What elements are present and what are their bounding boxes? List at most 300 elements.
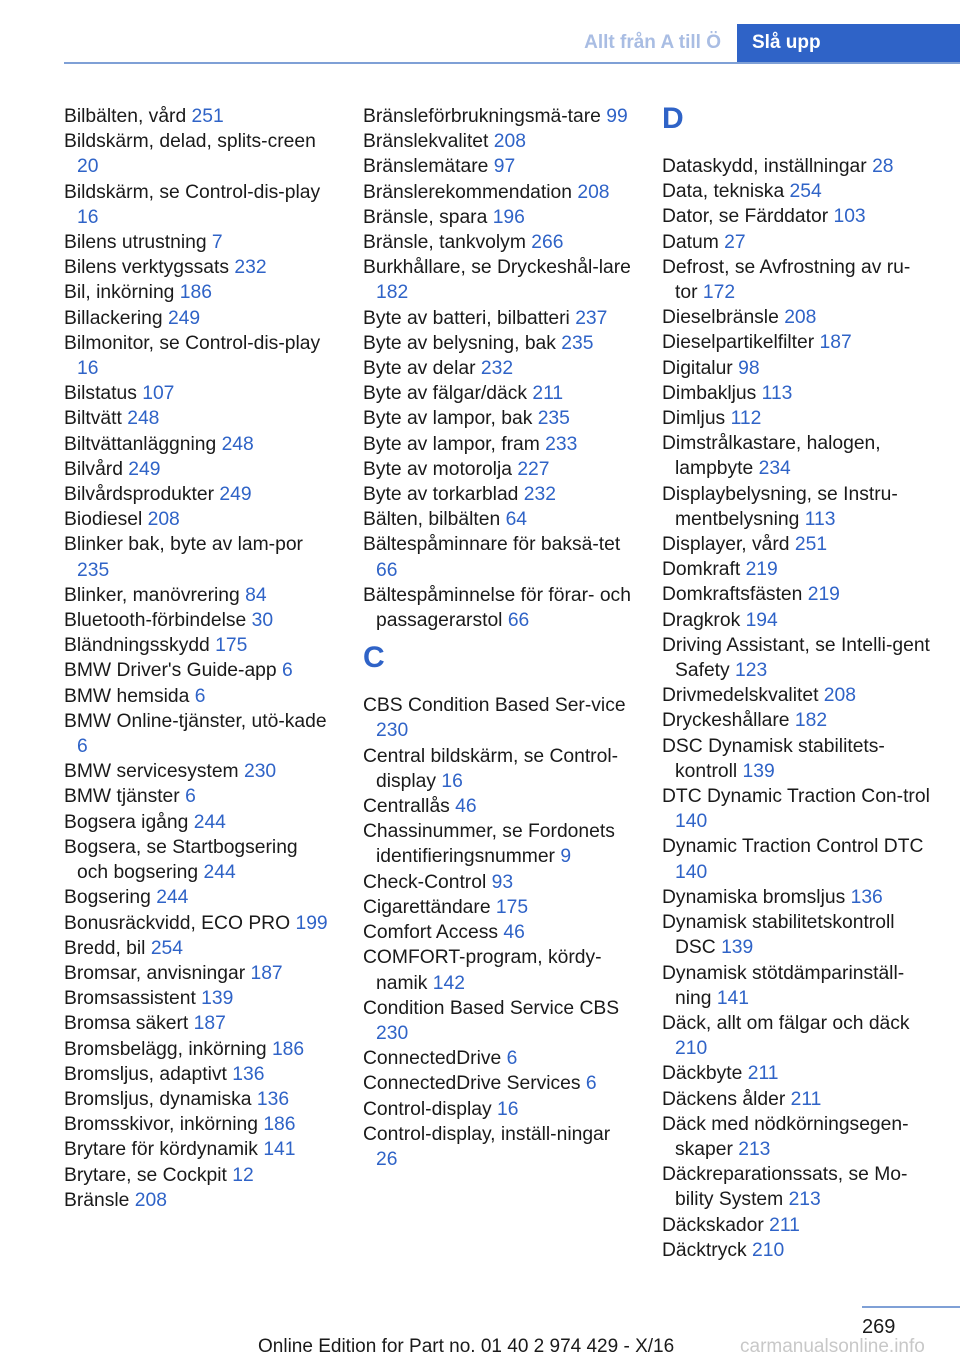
index-entry-page-link[interactable]: 235: [77, 559, 110, 581]
index-entry-term: Bogsering: [64, 887, 151, 909]
index-entry: [64, 961, 332, 986]
index-entry: [64, 457, 332, 482]
index-entry-page-link[interactable]: 16: [77, 358, 99, 380]
index-entry-term: DSC Dynamisk stabilitets-kontroll: [662, 735, 885, 782]
index-entry-page-link[interactable]: 139: [721, 937, 754, 959]
index-entry-term: Byte av batteri, bilbatteri: [363, 307, 570, 329]
index-entry-page-link[interactable]: 16: [77, 206, 99, 228]
index-entry-page-link[interactable]: 123: [735, 660, 768, 682]
index-entry: [662, 179, 932, 204]
index-entry-page-link[interactable]: 112: [730, 408, 762, 430]
index-entry: [363, 432, 631, 457]
index-entry-page-link[interactable]: 84: [245, 584, 267, 606]
index-entry-page-link[interactable]: 208: [134, 1189, 167, 1211]
index-entry-page-link[interactable]: 208: [823, 685, 856, 707]
index-entry-page-link[interactable]: 248: [221, 433, 254, 455]
index-entry-page-link[interactable]: 210: [752, 1239, 785, 1261]
index-entry-term: Dimljus: [662, 408, 726, 430]
index-entry-page-link[interactable]: 142: [432, 972, 465, 994]
index-entry-page-link[interactable]: 266: [531, 232, 564, 254]
index-entry: [662, 356, 932, 381]
index-entry: [64, 709, 332, 759]
index-entry: [662, 230, 932, 255]
index-entry-page-link[interactable]: 97: [493, 156, 516, 178]
index-entry: [662, 1213, 932, 1238]
index-entry-page-link[interactable]: 186: [179, 282, 212, 304]
index-entry-page-link[interactable]: 232: [523, 484, 556, 506]
index-entry-term: Brytare, se Cockpit: [64, 1164, 227, 1186]
index-entry: [363, 819, 631, 869]
index-entry-term: Bilvårdsprodukter: [64, 484, 215, 506]
index-entry-term: Blinker bak, byte av lam-por: [64, 534, 303, 556]
index-entry: [662, 305, 932, 330]
index-entry: [363, 895, 631, 920]
index-entry: [363, 129, 631, 154]
index-entry-page-link[interactable]: 6: [506, 1048, 518, 1070]
index-entry-term: Dryckeshållare: [662, 710, 790, 732]
index-entry: [64, 784, 332, 809]
index-entry-page-link[interactable]: 232: [480, 358, 514, 380]
index-entry-term: Dator, se Färddator: [662, 206, 829, 228]
index-entry-page-link[interactable]: 66: [507, 610, 530, 632]
index-entry-page-link[interactable]: 186: [263, 1114, 296, 1136]
index-entry-page-link[interactable]: 249: [219, 484, 252, 506]
index-entry-term: Digitalur: [662, 357, 733, 379]
index-entry-page-link[interactable]: 136: [232, 1063, 265, 1085]
index-entry-term: Bländningsskydd: [64, 635, 210, 657]
index-entry-page-link[interactable]: 254: [789, 181, 822, 203]
index-entry-term: Byte av lampor, fram: [363, 433, 540, 455]
index-entry-page-link[interactable]: 199: [295, 912, 328, 934]
index-entry-term: Byte av lampor, bak: [363, 408, 533, 430]
index-entry-term: Dimbakljus: [662, 382, 757, 404]
index-entry-term: Bildskärm, delad, splits-creen: [64, 131, 316, 153]
index-entry: [64, 583, 332, 608]
index-entry: [64, 1112, 332, 1137]
index-entry-page-link[interactable]: 175: [495, 896, 529, 918]
watermark: carmanualsonline.info: [740, 1336, 925, 1357]
index-entry-term: BMW Online-tjänster, utö-kade: [64, 710, 327, 732]
index-entry-term: Dynamisk stabilitetskontroll DSC: [662, 912, 895, 959]
index-entry: [64, 1137, 332, 1162]
index-entry-term: DTC Dynamic Traction Con-trol: [662, 786, 930, 808]
index-entry: [363, 306, 631, 331]
index-entry-term: Bromsa säkert: [64, 1013, 189, 1035]
index-entry-page-link[interactable]: 208: [784, 307, 817, 329]
index-entry-term: Bildskärm, se Control-dis-play: [64, 181, 321, 203]
index-entry: [363, 583, 631, 633]
index-entry-term: Bränslekvalitet: [363, 131, 489, 153]
index-entry-term: Bälten, bilbälten: [363, 509, 501, 531]
index-entry-page-link[interactable]: 139: [201, 988, 234, 1010]
index-entry-page-link[interactable]: 103: [833, 206, 866, 228]
index-entry-term: Drivmedelskvalitet: [662, 685, 819, 707]
index-entry: [363, 1046, 631, 1071]
index-entry-term: Control-display, inställ-ningar: [363, 1123, 611, 1145]
index-entry-term: Biltvätt: [64, 408, 122, 430]
index-entry-term: Däckskador: [662, 1214, 764, 1236]
index-entry-term: Blinker, manövrering: [64, 584, 240, 606]
index-entry-page-link[interactable]: 113: [761, 382, 793, 404]
index-entry: [64, 911, 332, 936]
index-entry-page-link[interactable]: 182: [794, 710, 828, 732]
index-entry: [363, 1071, 631, 1096]
index-entry-term: Bromsar, anvisningar: [64, 962, 246, 984]
index-entry: [64, 1087, 332, 1112]
index-entry-page-link[interactable]: 208: [147, 509, 180, 531]
index-entry-term: Byte av torkarblad: [363, 484, 519, 506]
index-entry: [64, 986, 332, 1011]
index-entry-term: Chassinummer, se Fordonets identifieringsnummer: [363, 821, 615, 868]
index-entry-term: Defrost, se Avfrostning av ru-tor: [662, 256, 911, 304]
index-entry: [662, 885, 932, 910]
index-entry-page-link[interactable]: 175: [215, 635, 248, 657]
index-letter-d: D: [662, 102, 684, 135]
index-entry: [662, 557, 932, 582]
index-entry: [662, 834, 932, 884]
index-entry-term: ConnectedDrive: [363, 1048, 502, 1070]
index-entry-term: Däck med nödkörningsegen-skaper: [662, 1113, 909, 1160]
index-column-1: [64, 104, 332, 1213]
index-entry: [662, 406, 932, 431]
index-entry-page-link[interactable]: 194: [745, 609, 778, 631]
index-entry-page-link[interactable]: 249: [167, 307, 201, 329]
index-entry-page-link[interactable]: 93: [491, 871, 514, 893]
index-entry-page-link[interactable]: 251: [794, 534, 828, 556]
index-entry-term: Byte av motorolja: [363, 458, 512, 480]
index-entry: [363, 794, 631, 819]
index-entry: [662, 1162, 932, 1212]
index-entry-page-link[interactable]: 9: [560, 846, 572, 868]
index-entry-page-link[interactable]: 233: [545, 433, 578, 455]
index-entry: [64, 1062, 332, 1087]
index-entry-page-link[interactable]: 136: [256, 1088, 290, 1110]
index-entry-page-link[interactable]: 46: [503, 922, 525, 944]
index-entry: [662, 1238, 932, 1263]
index-entry-term: BMW hemsida: [64, 685, 190, 707]
index-entry: [363, 1097, 631, 1122]
index-entry: [363, 744, 631, 794]
index-entry-page-link[interactable]: 12: [232, 1164, 254, 1186]
index-entry-term: Bogsera, se Startbogsering och bogsering: [64, 836, 298, 884]
index-entry-page-link[interactable]: 140: [675, 861, 708, 883]
index-entry-term: Control-display: [363, 1098, 492, 1120]
index-entry-page-link[interactable]: 186: [271, 1038, 305, 1060]
index-entry-term: Bilens verktygssats: [64, 257, 230, 279]
index-letter-c: C: [363, 641, 385, 675]
index-entry-page-link[interactable]: 219: [745, 559, 778, 581]
index-entry-page-link[interactable]: 230: [243, 761, 277, 783]
lookup-tab[interactable]: Slå upp: [737, 24, 960, 62]
index-entry-term: Dieselpartikelfilter: [662, 332, 815, 354]
index-entry-term: Bonusräckvidd, ECO PRO: [64, 912, 291, 934]
index-entry-term: BMW Driver's Guide-app: [64, 660, 277, 682]
index-entry-term: Byte av belysning, bak: [363, 332, 556, 354]
index-entry: [64, 432, 332, 457]
index-entry-term: Bilstatus: [64, 383, 137, 405]
index-entry-term: Displayer, vård: [662, 534, 790, 556]
index-entry-term: ConnectedDrive Services: [363, 1073, 581, 1095]
index-entry: [662, 683, 932, 708]
index-entry-term: Bränsleförbrukningsmä-tare: [363, 106, 601, 127]
index-entry: [662, 330, 932, 355]
index-entry-page-link[interactable]: 107: [142, 383, 175, 405]
index-entry-page-link[interactable]: 235: [537, 408, 570, 430]
index-entry-term: COMFORT-program, kördy-namik: [363, 947, 602, 994]
index-entry: [64, 381, 332, 406]
index-entry: [363, 457, 631, 482]
index-entry: [662, 204, 932, 229]
index-entry-term: Byte av fälgar/däck: [363, 383, 527, 405]
index-entry: [64, 658, 332, 683]
index-entry: [662, 582, 932, 607]
index-entry-term: Biltvättanläggning: [64, 433, 217, 455]
index-entry-page-link[interactable]: 6: [194, 685, 206, 707]
index-entry-page-link[interactable]: 234: [758, 458, 791, 480]
index-entry-page-link[interactable]: 6: [281, 660, 293, 682]
index-entry: [64, 280, 332, 305]
index-entry-page-link[interactable]: 20: [77, 156, 99, 178]
index-entry-page-link[interactable]: 6: [185, 786, 196, 808]
index-entry-page-link[interactable]: 244: [203, 862, 236, 884]
index-entry: [662, 784, 932, 834]
index-entry-page-link[interactable]: 139: [742, 760, 775, 782]
index-entry-page-link[interactable]: 64: [505, 509, 528, 531]
header-rule: [64, 62, 960, 64]
index-entry: [363, 205, 631, 230]
index-entry: [64, 230, 332, 255]
index-entry-page-link[interactable]: 16: [441, 770, 463, 792]
index-entry-page-link[interactable]: 172: [702, 282, 736, 304]
index-entry-term: Däcktryck: [662, 1239, 747, 1261]
index-entry-page-link[interactable]: 46: [455, 796, 477, 818]
index-entry-page-link[interactable]: 210: [675, 1038, 708, 1060]
index-entry-term: BMW tjänster: [64, 786, 180, 808]
index-entry-term: Bil, inkörning: [64, 282, 175, 304]
index-entry: [363, 693, 631, 743]
index-entry: [64, 1037, 332, 1062]
index-entry: [363, 331, 631, 356]
index-entry-page-link[interactable]: 237: [575, 307, 608, 329]
index-entry-term: Brytare för kördynamik: [64, 1139, 258, 1161]
index-entry: [64, 1163, 332, 1188]
index-column-2: [363, 104, 631, 1172]
index-entry-page-link[interactable]: 182: [376, 282, 409, 304]
index-entry: [363, 482, 631, 507]
index-entry-term: Bilens utrustning: [64, 232, 207, 254]
index-entry: [363, 507, 631, 532]
index-entry-page-link[interactable]: 251: [191, 106, 224, 127]
index-entry: [363, 996, 631, 1046]
index-entry-page-link[interactable]: 113: [804, 508, 836, 530]
index-entry-term: Centrallås: [363, 796, 450, 818]
index-entry-page-link[interactable]: 254: [150, 937, 183, 959]
index-entry-term: Bromsassistent: [64, 988, 196, 1010]
index-entry-page-link[interactable]: 98: [738, 357, 760, 379]
index-entry-term: Bilmonitor, se Control-dis-play: [64, 332, 321, 354]
index-entry-term: Domkraft: [662, 559, 741, 581]
index-entry-term: Bromsbelägg, inkörning: [64, 1038, 267, 1060]
index-entry-page-link[interactable]: 7: [211, 232, 223, 254]
index-entry-page-link[interactable]: 6: [77, 736, 88, 758]
index-entry: [662, 708, 932, 733]
index-entry: [662, 532, 932, 557]
index-entry-page-link[interactable]: 26: [376, 1148, 398, 1170]
index-entry: [64, 633, 332, 658]
index-entry-term: Dynamisk stötdämparinställ-ning: [662, 962, 905, 1009]
index-entry-page-link[interactable]: 28: [872, 156, 894, 177]
index-entry-page-link[interactable]: 66: [376, 559, 398, 581]
index-entry-page-link[interactable]: 227: [517, 458, 550, 480]
index-entry-page-link[interactable]: 6: [585, 1073, 597, 1095]
index-entry-page-link[interactable]: 249: [128, 458, 161, 480]
index-entry-page-link[interactable]: 230: [376, 1022, 409, 1044]
index-entry-term: BMW servicesystem: [64, 761, 239, 783]
index-entry: [662, 1011, 932, 1061]
index-entry-page-link[interactable]: 208: [577, 181, 610, 203]
index-entry-term: Domkraftsfästen: [662, 584, 803, 606]
index-entry-page-link[interactable]: 30: [251, 610, 274, 632]
index-entry-term: Central bildskärm, se Control-display: [363, 745, 619, 792]
index-entry-page-link[interactable]: 232: [234, 257, 267, 279]
index-entry-page-link[interactable]: 211: [532, 383, 564, 405]
index-entry-term: Bränslerekommendation: [363, 181, 572, 203]
section-title: Allt från A till Ö: [584, 32, 721, 53]
index-entry: [64, 306, 332, 331]
index-entry-term: Dragkrok: [662, 609, 741, 631]
index-entry-page-link[interactable]: 141: [716, 987, 749, 1009]
index-entry: [363, 381, 631, 406]
index-entry-page-link[interactable]: 211: [747, 1063, 779, 1085]
index-entry: [662, 431, 932, 481]
index-entry: [363, 532, 631, 582]
index-entry-term: Dataskydd, inställningar: [662, 156, 867, 177]
index-entry: [64, 331, 332, 381]
index-entry-page-link[interactable]: 187: [819, 332, 852, 354]
index-entry: [662, 154, 932, 179]
index-entry-term: Bluetooth-förbindelse: [64, 610, 247, 632]
index-entry-term: Däckreparationssats, se Mo-bility System: [662, 1164, 908, 1211]
index-entry: [64, 104, 332, 129]
index-entry: [64, 1188, 332, 1213]
index-entry: [363, 356, 631, 381]
index-entry-term: Dieselbränsle: [662, 307, 779, 329]
page-number: 269: [862, 1316, 896, 1338]
index-entry-page-link[interactable]: 213: [738, 1138, 771, 1160]
index-entry-page-link[interactable]: 211: [790, 1088, 822, 1110]
index-entry: [662, 910, 932, 960]
index-entry: [64, 507, 332, 532]
index-entry-page-link[interactable]: 187: [193, 1013, 226, 1035]
index-entry-term: Bränsle: [64, 1189, 130, 1211]
index-entry-term: Dynamic Traction Control DTC: [662, 836, 924, 858]
index-entry-term: Bränsle, tankvolym: [363, 232, 526, 254]
index-entry: [64, 810, 332, 835]
index-entry-page-link[interactable]: 213: [788, 1189, 821, 1211]
index-entry: [662, 381, 932, 406]
index-entry: [64, 180, 332, 230]
index-entry-term: Comfort Access: [363, 922, 499, 944]
index-entry: [64, 1011, 332, 1036]
index-entry-term: Displaybelysning, se Instru-mentbelysning: [662, 483, 898, 530]
index-entry: [662, 734, 932, 784]
index-entry-term: Bromsljus, dynamiska: [64, 1088, 252, 1110]
index-entry-page-link[interactable]: 248: [127, 408, 160, 430]
index-entry-term: Bromsskivor, inkörning: [64, 1114, 258, 1136]
index-entry-page-link[interactable]: 140: [675, 811, 708, 833]
index-entry: [363, 154, 631, 179]
index-entry-term: Condition Based Service CBS: [363, 997, 620, 1019]
index-entry: [363, 920, 631, 945]
index-entry: [662, 961, 932, 1011]
index-entry-page-link[interactable]: 208: [493, 131, 526, 153]
index-entry-term: Driving Assistant, se Intelli-gent Safety: [662, 634, 930, 682]
index-entry: [662, 1112, 932, 1162]
index-entry-term: Däckens ålder: [662, 1088, 786, 1110]
index-entry: [64, 406, 332, 431]
index-entry-term: Bältespåminnare för baksä-tet: [363, 534, 621, 556]
index-entry-term: Bilbälten, vård: [64, 106, 187, 127]
index-entry-term: Cigarettändare: [363, 896, 491, 918]
footer-rule: [862, 1306, 960, 1308]
index-entry: [64, 129, 332, 179]
index-entry-term: Bredd, bil: [64, 937, 146, 959]
index-entry: [363, 945, 631, 995]
index-entry: [363, 870, 631, 895]
index-entry-page-link[interactable]: 27: [724, 231, 746, 253]
index-entry-term: Data, tekniska: [662, 181, 785, 203]
index-entry-page-link[interactable]: 211: [769, 1214, 800, 1236]
index-entry: [64, 835, 332, 885]
index-entry-page-link[interactable]: 99: [606, 106, 628, 127]
index-entry: [64, 885, 332, 910]
index-entry-term: Billackering: [64, 307, 163, 329]
index-column-3: [662, 104, 932, 1263]
index-entry-term: CBS Condition Based Ser-vice: [363, 695, 626, 717]
index-entry: [363, 230, 631, 255]
index-entry-page-link[interactable]: 219: [807, 584, 840, 606]
index-entry-page-link[interactable]: 141: [263, 1139, 296, 1161]
index-entry-page-link[interactable]: 235: [561, 332, 594, 354]
index-entry: [64, 684, 332, 709]
index-entry-page-link[interactable]: 244: [156, 887, 189, 909]
index-entry: [363, 104, 631, 129]
index-entry: [64, 936, 332, 961]
index-entry-term: Bilvård: [64, 458, 123, 480]
index-entry-page-link[interactable]: 187: [250, 962, 283, 984]
index-entry-term: Burkhållare, se Dryckeshål-lare: [363, 257, 631, 279]
index-entry-page-link[interactable]: 230: [376, 720, 409, 742]
index-entry-term: Dimstrålkastare, halogen, lampbyte: [662, 433, 881, 480]
index-entry: [363, 1122, 631, 1172]
index-entry: [662, 482, 932, 532]
index-entry-term: Byte av delar: [363, 358, 476, 380]
index-entry: [64, 608, 332, 633]
index-entry: [662, 1061, 932, 1086]
index-entry-term: Biodiesel: [64, 509, 143, 531]
index-entry-page-link[interactable]: 244: [193, 811, 226, 833]
index-entry: [64, 532, 332, 582]
index-entry-term: Bältespåminnelse för förar- och passagerarstol: [363, 584, 631, 632]
index-entry: [64, 482, 332, 507]
index-entry-page-link[interactable]: 196: [492, 206, 525, 228]
index-entry-page-link[interactable]: 16: [496, 1098, 519, 1120]
index-entry: [662, 633, 932, 683]
index-entry-term: Bogsera igång: [64, 811, 189, 833]
index-entry: [662, 1087, 932, 1112]
index-entry-term: Bränsle, spara: [363, 206, 488, 228]
index-entry-page-link[interactable]: 136: [850, 886, 883, 908]
